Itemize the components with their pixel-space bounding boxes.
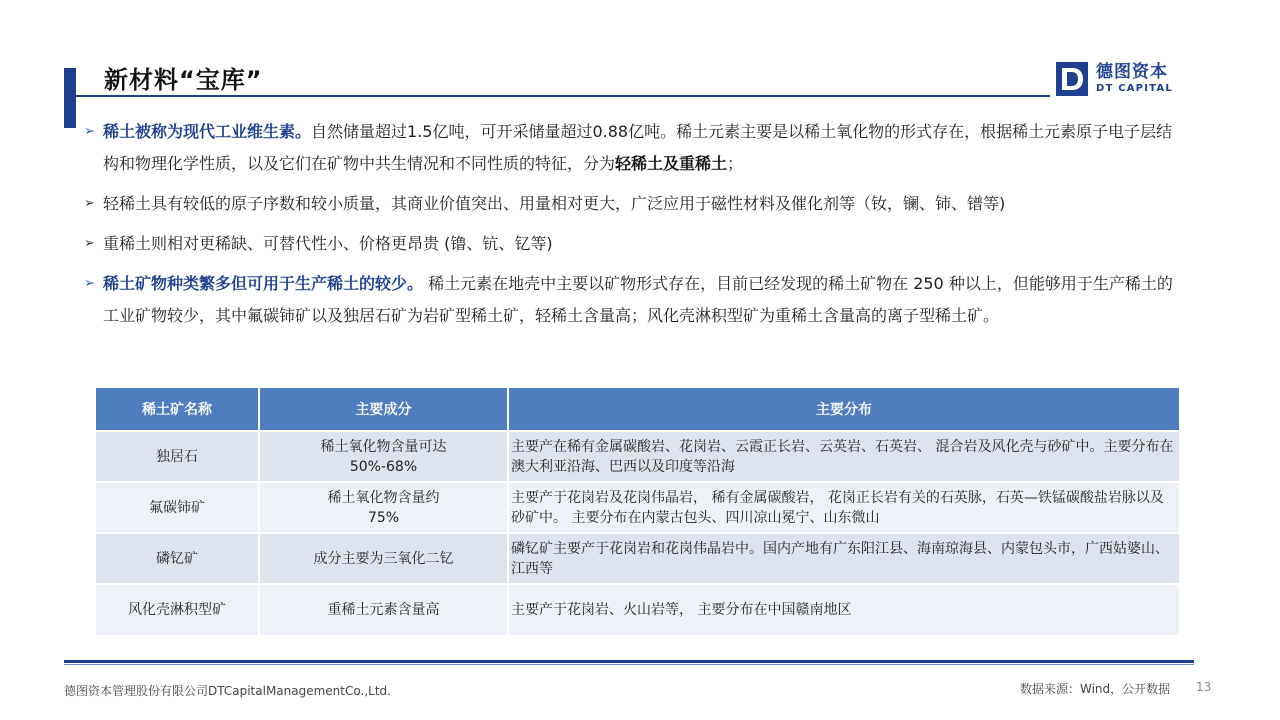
mineral-composition: 重稀土元素含量高 bbox=[259, 584, 508, 635]
page-number: 13 bbox=[1196, 680, 1212, 694]
bullet-text: 稀土元素在地壳中主要以矿物形式存在，目前已经发现的稀土矿物在 250 种以上，但能够用于生产稀土的工业矿物较少，其中氟碳铈矿以及独居石矿为岩矿型稀土矿，轻稀土含量高；风化壳淋积型矿为重稀土含量高的离子型稀土矿。 bbox=[103, 274, 1173, 325]
table-row bbox=[96, 482, 1179, 533]
dt-logo-icon bbox=[1056, 62, 1088, 96]
bullet-item bbox=[84, 116, 1180, 180]
table-row bbox=[96, 533, 1179, 584]
rare-earth-table bbox=[96, 388, 1179, 635]
mineral-composition: 稀土氧化物含量约 75% bbox=[259, 482, 508, 533]
column-header-name: 稀土矿名称 bbox=[96, 388, 259, 431]
table-row bbox=[96, 584, 1179, 635]
footer-data-source: 数据来源：Wind，公开数据 bbox=[1020, 682, 1171, 696]
mineral-distribution: 主要产于花岗岩、火山岩等， 主要分布在中国赣南地区 bbox=[508, 584, 1179, 635]
bullet-tail: ； bbox=[727, 154, 744, 173]
arrow-bullet-icon: ➢ bbox=[84, 124, 95, 139]
table-row bbox=[96, 431, 1179, 482]
mineral-distribution: 磷钇矿主要产于花岗岩和花岗伟晶岩中。国内产地有广东阳江县、海南琼海县、内蒙包头市，广西姑婆山、江西等 bbox=[508, 533, 1179, 584]
bullet-emphasis: 轻稀土及重稀土 bbox=[615, 154, 728, 173]
footer-divider-thin bbox=[64, 664, 1194, 665]
bullet-item bbox=[84, 228, 1180, 260]
bullet-text: 重稀土则相对更稀缺、可替代性小、价格更昂贵 (镥、钪、钇等) bbox=[103, 234, 553, 253]
arrow-bullet-icon: ➢ bbox=[84, 236, 95, 251]
page-title: 新材料“宝库” bbox=[104, 66, 263, 94]
arrow-bullet-icon: ➢ bbox=[84, 276, 95, 291]
logo-chinese-name: 德图资本 bbox=[1096, 62, 1168, 82]
mineral-name: 独居石 bbox=[96, 431, 259, 482]
mineral-composition: 成分主要为三氧化二钇 bbox=[259, 533, 508, 584]
bullet-lead: 稀土被称为现代工业维生素。 bbox=[103, 122, 312, 141]
bullet-text: 自然储量超过1.5亿吨，可开采储量超过0.88亿吨。稀土元素主要是以稀土氧化物的形式存在，根据稀土元素原子电子层结构和物理化学性质，以及它们在矿物中共生情况和不同性质的特征，分为 bbox=[103, 122, 1173, 173]
logo-english-name: DT CAPITAL bbox=[1096, 83, 1173, 94]
mineral-distribution: 主要产在稀有金属碳酸岩、花岗岩、云霞正长岩、云英岩、石英岩、 混合岩及风化壳与砂矿中。主要分布在澳大利亚沿海、巴西以及印度等沿海 bbox=[508, 431, 1179, 482]
mineral-composition: 稀土氧化物含量可达 50%-68% bbox=[259, 431, 508, 482]
mineral-name: 风化壳淋积型矿 bbox=[96, 584, 259, 635]
mineral-distribution: 主要产于花岗岩及花岗伟晶岩， 稀有金属碳酸岩， 花岗正长岩有关的石英脉，石英—铁锰碳酸盐岩脉以及砂矿中。 主要分布在内蒙古包头、四川凉山冕宁、山东微山 bbox=[508, 482, 1179, 533]
title-accent-bar bbox=[64, 68, 76, 128]
bullet-list bbox=[84, 116, 1180, 340]
bullet-text: 轻稀土具有较低的原子序数和较小质量，其商业价值突出、用量相对更大，广泛应用于磁性材料及催化剂等（钕，镧、铈、镨等) bbox=[103, 194, 1006, 213]
mineral-name: 磷钇矿 bbox=[96, 533, 259, 584]
company-logo bbox=[1056, 62, 1180, 98]
column-header-composition: 主要成分 bbox=[259, 388, 508, 431]
mineral-name: 氟碳铈矿 bbox=[96, 482, 259, 533]
bullet-lead: 稀土矿物种类繁多但可用于生产稀土的较少。 bbox=[103, 274, 424, 293]
column-header-distribution: 主要分布 bbox=[508, 388, 1179, 431]
table-header-row bbox=[96, 388, 1179, 431]
footer-company: 德图资本管理股份有限公司DTCapitalManagementCo.,Ltd. bbox=[64, 684, 391, 698]
title-underline bbox=[76, 95, 1050, 97]
bullet-item bbox=[84, 188, 1180, 220]
footer-divider bbox=[64, 660, 1194, 663]
bullet-item bbox=[84, 268, 1180, 332]
arrow-bullet-icon: ➢ bbox=[84, 196, 95, 211]
